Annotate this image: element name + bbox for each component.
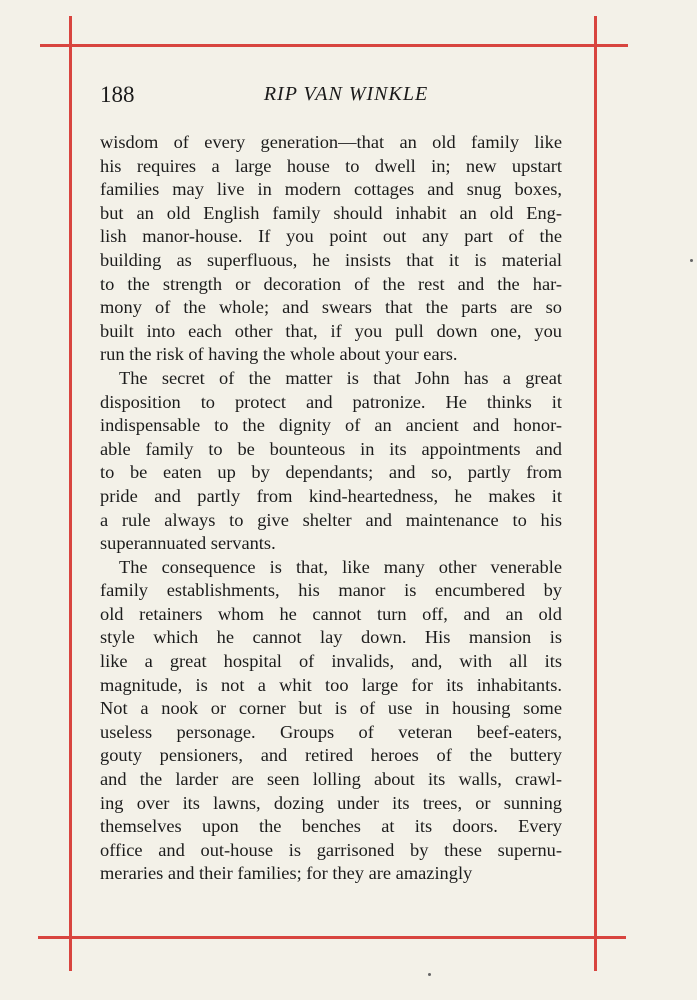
text-line: The secret of the matter is that John has a great — [119, 367, 562, 388]
text-line: like a great hospital of invalids, and, with all its — [100, 651, 562, 672]
text-line: office and out-house is garrisoned by these supernu- — [100, 839, 562, 860]
right-border-rule — [594, 16, 597, 971]
paper-speck — [428, 973, 431, 976]
text-line: family establishments, his manor is encumbered by — [100, 580, 562, 601]
running-head: RIP VAN WINKLE — [263, 83, 429, 105]
text-line: families may live in modern cottages and snug boxes, — [100, 179, 562, 200]
text-line: to be eaten up by dependants; and so, partly from — [100, 462, 562, 483]
text-line: magnitude, is not a whit too large for its inhabitants. — [100, 674, 562, 695]
text-line: Not a nook or corner but is of use in housing some — [100, 698, 562, 719]
text-line: to the strength or decoration of the rest and the har- — [100, 273, 562, 294]
text-line: able family to be bounteous in its appointments and — [100, 438, 562, 459]
text-line: useless personage. Groups of veteran beef-eaters, — [100, 721, 562, 742]
bottom-border-rule — [38, 936, 626, 939]
text-line: lish manor-house. If you point out any part of the — [100, 226, 562, 247]
text-line: mony of the whole; and swears that the parts are so — [100, 297, 562, 318]
text-line: a rule always to give shelter and maintenance to his — [100, 509, 562, 530]
body-text — [100, 131, 562, 886]
paragraph — [100, 367, 562, 556]
text-line: built into each other that, if you pull down one, you — [100, 320, 562, 341]
text-line: disposition to protect and patronize. He thinks it — [100, 391, 562, 412]
text-line: pride and partly from kind-heartedness, he makes it — [100, 485, 562, 506]
text-line: indispensable to the dignity of an ancient and honor- — [100, 415, 562, 436]
left-border-rule — [69, 16, 72, 971]
text-line: old retainers whom he cannot turn off, and an old — [100, 603, 562, 624]
page-number: 188 — [100, 82, 135, 107]
text-line: and the larder are seen lolling about its walls, crawl- — [100, 769, 562, 790]
text-line: style which he cannot lay down. His mansion is — [100, 627, 562, 648]
text-line: but an old English family should inhabit an old Eng- — [100, 202, 562, 223]
text-line: run the risk of having the whole about your ears. — [100, 344, 458, 365]
text-line: his requires a large house to dwell in; new upstart — [100, 155, 562, 176]
top-border-rule — [40, 44, 628, 47]
paragraph — [100, 556, 562, 886]
paragraph — [100, 131, 562, 367]
text-line: building as superfluous, he insists that it is material — [100, 249, 562, 270]
text-line: meraries and their families; for they are amazingly — [100, 863, 473, 884]
paper-speck — [690, 259, 693, 262]
page-header — [100, 82, 562, 112]
text-line: gouty pensioners, and retired heroes of the buttery — [100, 745, 562, 766]
text-line: The consequence is that, like many other venerable — [119, 556, 562, 577]
text-line: superannuated servants. — [100, 533, 276, 554]
text-line: wisdom of every generation—that an old family like — [100, 132, 562, 152]
text-line: themselves upon the benches at its doors. Every — [100, 816, 562, 837]
text-line: ing over its lawns, dozing under its trees, or sunning — [100, 792, 562, 813]
